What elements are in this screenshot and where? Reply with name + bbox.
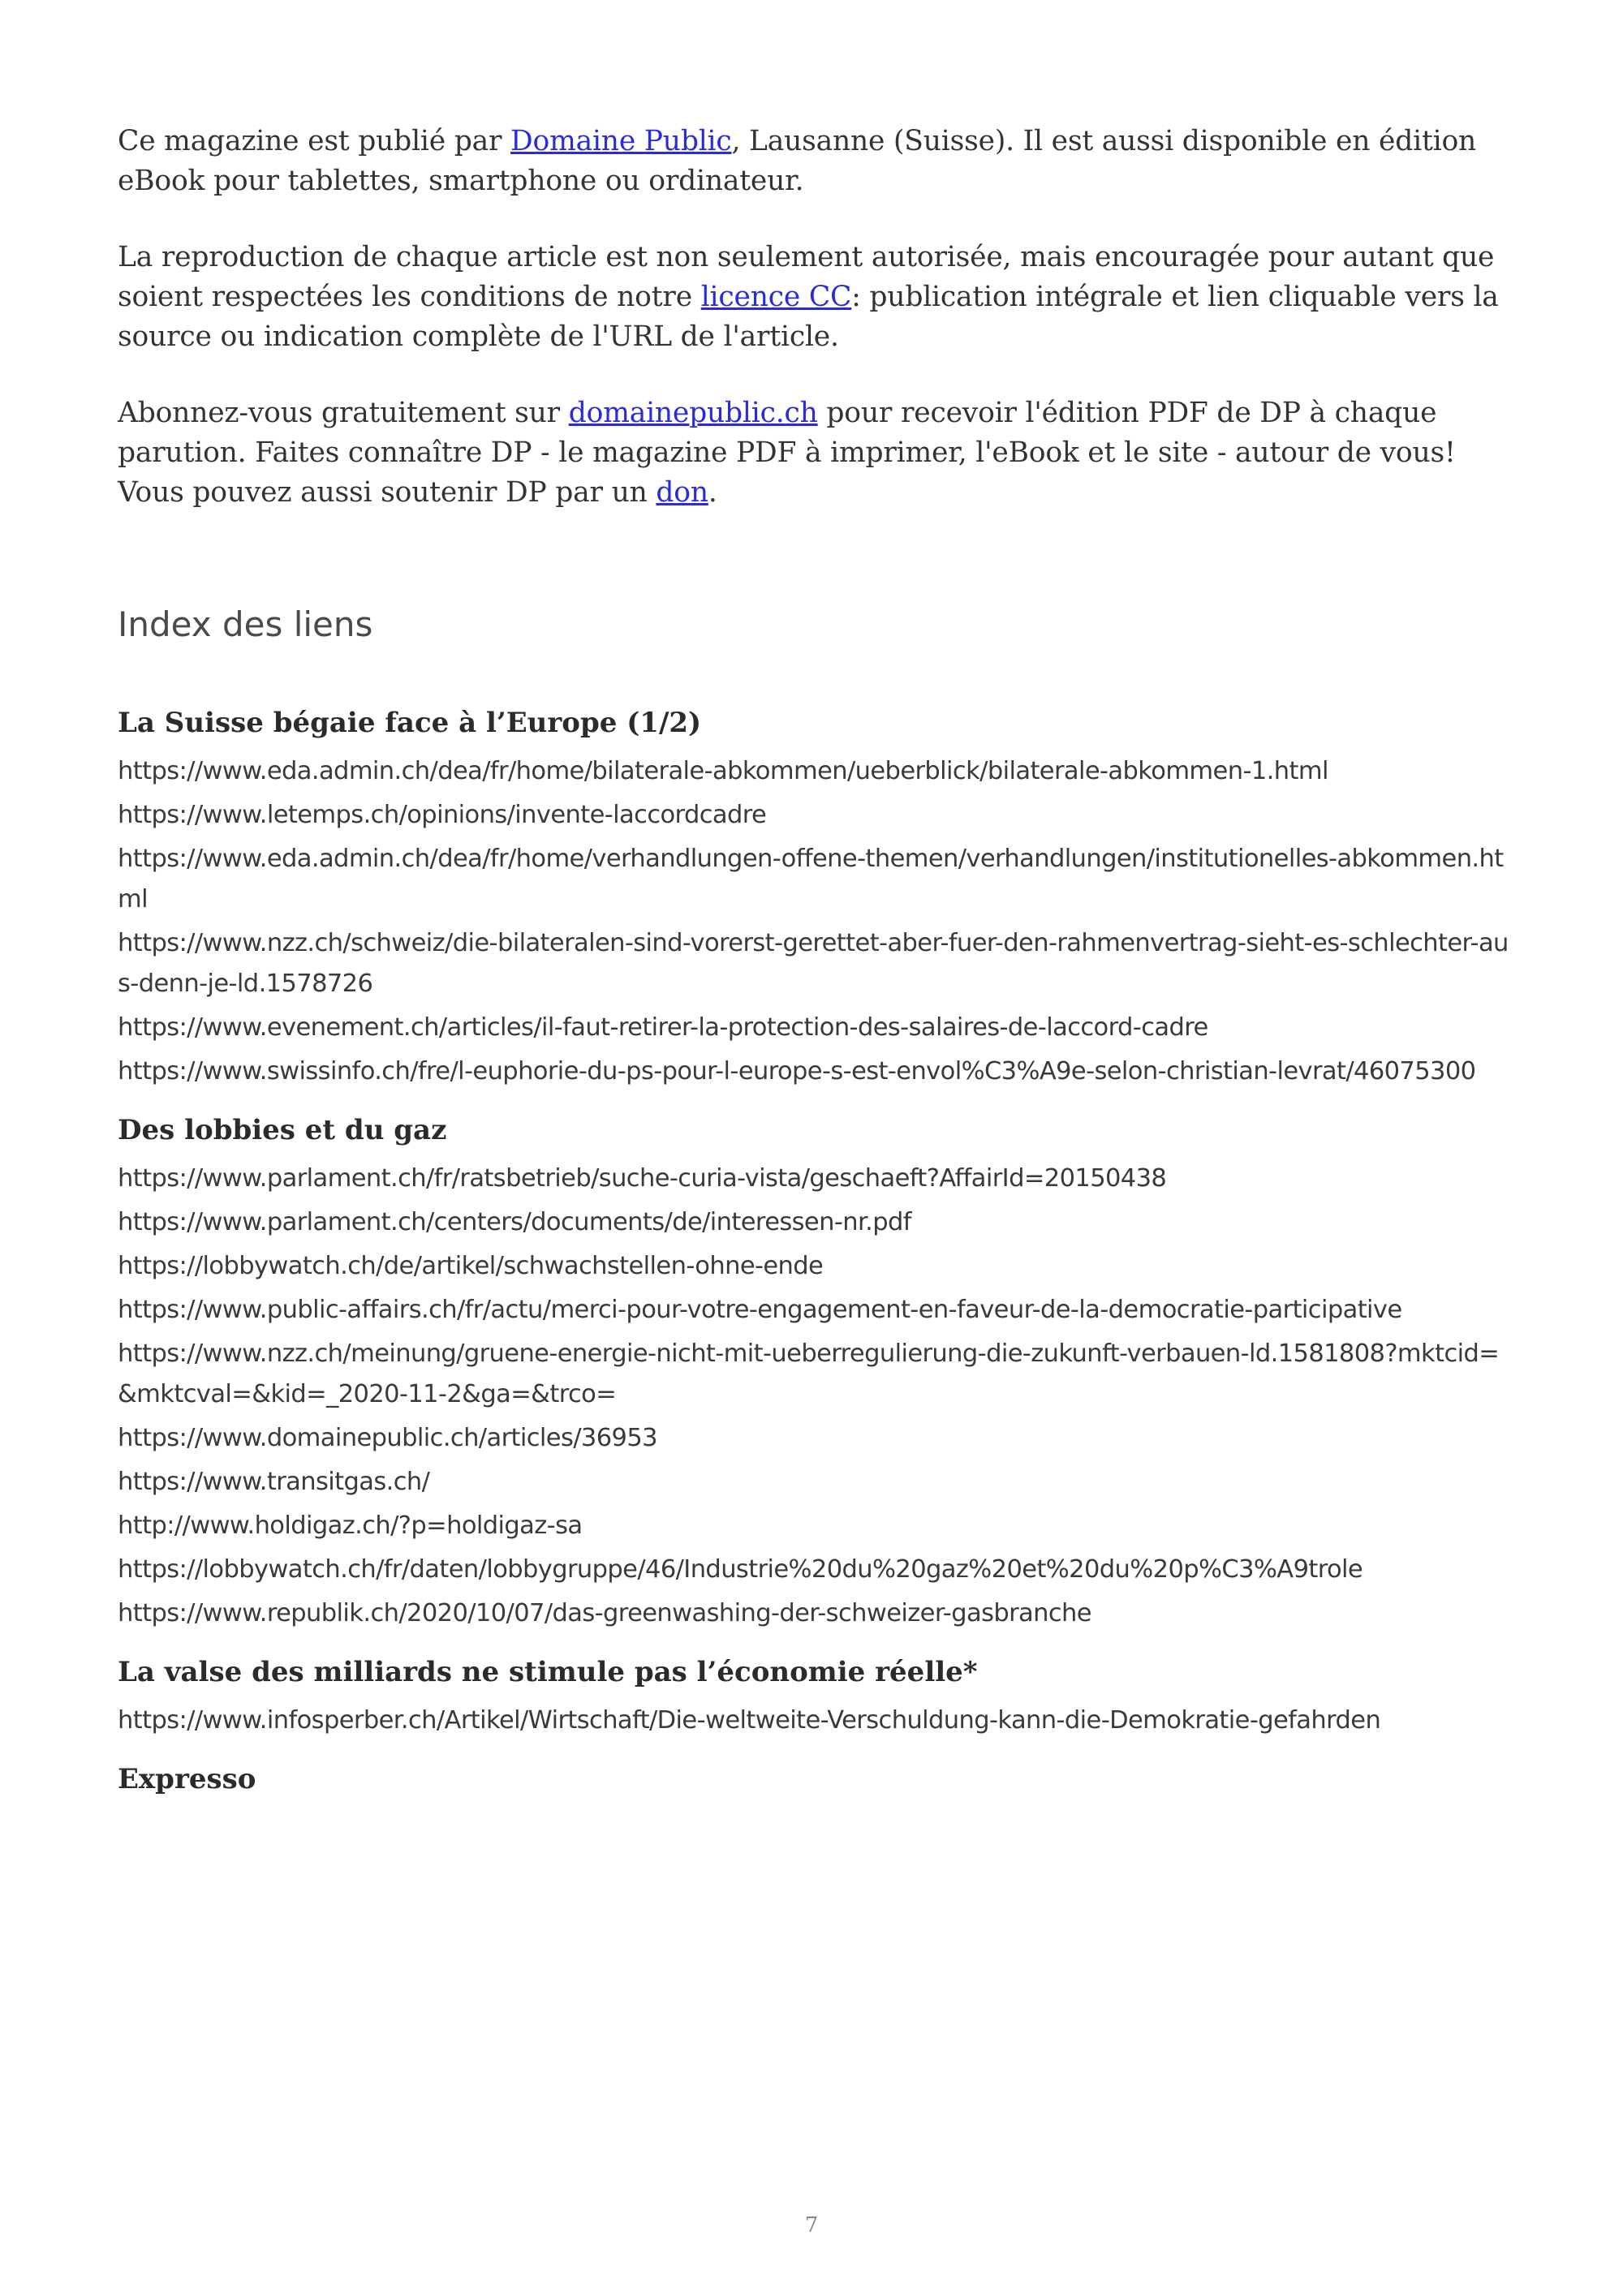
link-url[interactable]: https://www.transitgas.ch/ <box>118 1468 430 1496</box>
page-number: 7 <box>804 2213 819 2238</box>
section-title: Des lobbies et du gaz <box>118 1114 447 1146</box>
link-url[interactable]: https://www.domainepublic.ch/articles/36953 <box>118 1424 657 1452</box>
intro-text: Ce magazine est publié par <box>118 125 511 157</box>
intro-paragraph-license <box>118 238 1513 357</box>
link-section <box>118 1761 1513 1798</box>
intro-text: pour recevoir l'édition PDF de DP à chaque parution. Faites connaître DP - le magazine PDF à imprimer, l'eBook et le site - autour de vous! Vous pouvez aussi soutenir DP par un <box>118 397 1456 509</box>
document-page <box>118 122 1513 1817</box>
don-link[interactable]: don <box>656 476 708 509</box>
section-title: La Suisse bégaie face à l’Europe (1/2) <box>118 707 702 739</box>
link-section <box>118 1111 1513 1634</box>
intro-paragraph-subscribe <box>118 393 1513 513</box>
link-url[interactable]: https://www.infosperber.ch/Artikel/Wirtschaft/Die-weltweite-Verschuldung-kann-die-Demokratie-gefahrden <box>118 1706 1381 1735</box>
link-url[interactable]: https://www.parlament.ch/centers/documents/de/interessen-nr.pdf <box>118 1208 911 1236</box>
link-url[interactable]: https://www.nzz.ch/meinung/gruene-energie-nicht-mit-ueberregulierung-die-zukunft-verbauen-ld.1581808?mktcid=&mktcval=&kid=_2020-11-2&ga=&trco= <box>118 1339 1500 1408</box>
intro-text: Abonnez-vous gratuitement sur <box>118 397 569 429</box>
intro-block <box>118 122 1513 513</box>
intro-text: , Lausanne (Suisse). Il est aussi disponible en édition eBook pour tablettes, smartphone ou ordinateur. <box>118 125 1477 197</box>
link-url[interactable]: https://www.parlament.ch/fr/ratsbetrieb/suche-curia-vista/geschaeft?AffairId=20150438 <box>118 1164 1167 1193</box>
link-url[interactable]: https://www.evenement.ch/articles/il-faut-retirer-la-protection-des-salaires-de-laccord-cadre <box>118 1013 1208 1042</box>
section-title: Expresso <box>118 1763 256 1795</box>
link-url[interactable]: http://www.holdigaz.ch/?p=holdigaz-sa <box>118 1511 583 1540</box>
link-url[interactable]: https://www.swissinfo.ch/fre/l-euphorie-du-ps-pour-l-europe-s-est-envol%C3%A9e-selon-christian-levrat/46075300 <box>118 1057 1476 1086</box>
intro-text: . <box>708 476 717 509</box>
link-url[interactable]: https://www.public-affairs.ch/fr/actu/merci-pour-votre-engagement-en-faveur-de-la-democratie-participative <box>118 1296 1402 1324</box>
link-index <box>118 704 1513 1798</box>
domaine-public-link[interactable]: Domaine Public <box>510 125 732 157</box>
intro-paragraph-publisher <box>118 122 1513 201</box>
link-url[interactable]: https://www.letemps.ch/opinions/invente-laccordcadre <box>118 801 767 829</box>
link-url[interactable]: https://www.republik.ch/2020/10/07/das-greenwashing-der-schweizer-gasbranche <box>118 1599 1091 1627</box>
intro-text: La reproduction de chaque article est non seulement autorisée, mais encouragée pour autant que soient respectées les conditions de notre <box>118 241 1495 313</box>
link-url[interactable]: https://lobbywatch.ch/fr/daten/lobbygruppe/46/Industrie%20du%20gaz%20et%20du%20p%C3%A9trole <box>118 1555 1363 1584</box>
intro-text: : publication intégrale et lien cliquable vers la source ou indication complète de l'URL de l'article. <box>118 281 1499 353</box>
link-url[interactable]: https://www.nzz.ch/schweiz/die-bilateralen-sind-vorerst-gerettet-aber-fuer-den-rahmenvertrag-sieht-es-schlechter-aus-denn-je-ld.1578726 <box>118 929 1509 998</box>
link-url[interactable]: https://www.eda.admin.ch/dea/fr/home/bilaterale-abkommen/ueberblick/bilaterale-abkommen-1.html <box>118 757 1328 785</box>
domainepublic-link[interactable]: domainepublic.ch <box>568 397 818 429</box>
link-section <box>118 704 1513 1092</box>
link-url[interactable]: https://www.eda.admin.ch/dea/fr/home/verhandlungen-offene-themen/verhandlungen/institutionelles-abkommen.html <box>118 845 1504 914</box>
section-title: La valse des milliards ne stimule pas l’économie réelle* <box>118 1656 978 1688</box>
index-heading: Index des liens <box>118 604 373 644</box>
link-section <box>118 1653 1513 1741</box>
licence-cc-link[interactable]: licence CC <box>700 281 852 313</box>
link-url[interactable]: https://lobbywatch.ch/de/artikel/schwachstellen-ohne-ende <box>118 1252 824 1280</box>
